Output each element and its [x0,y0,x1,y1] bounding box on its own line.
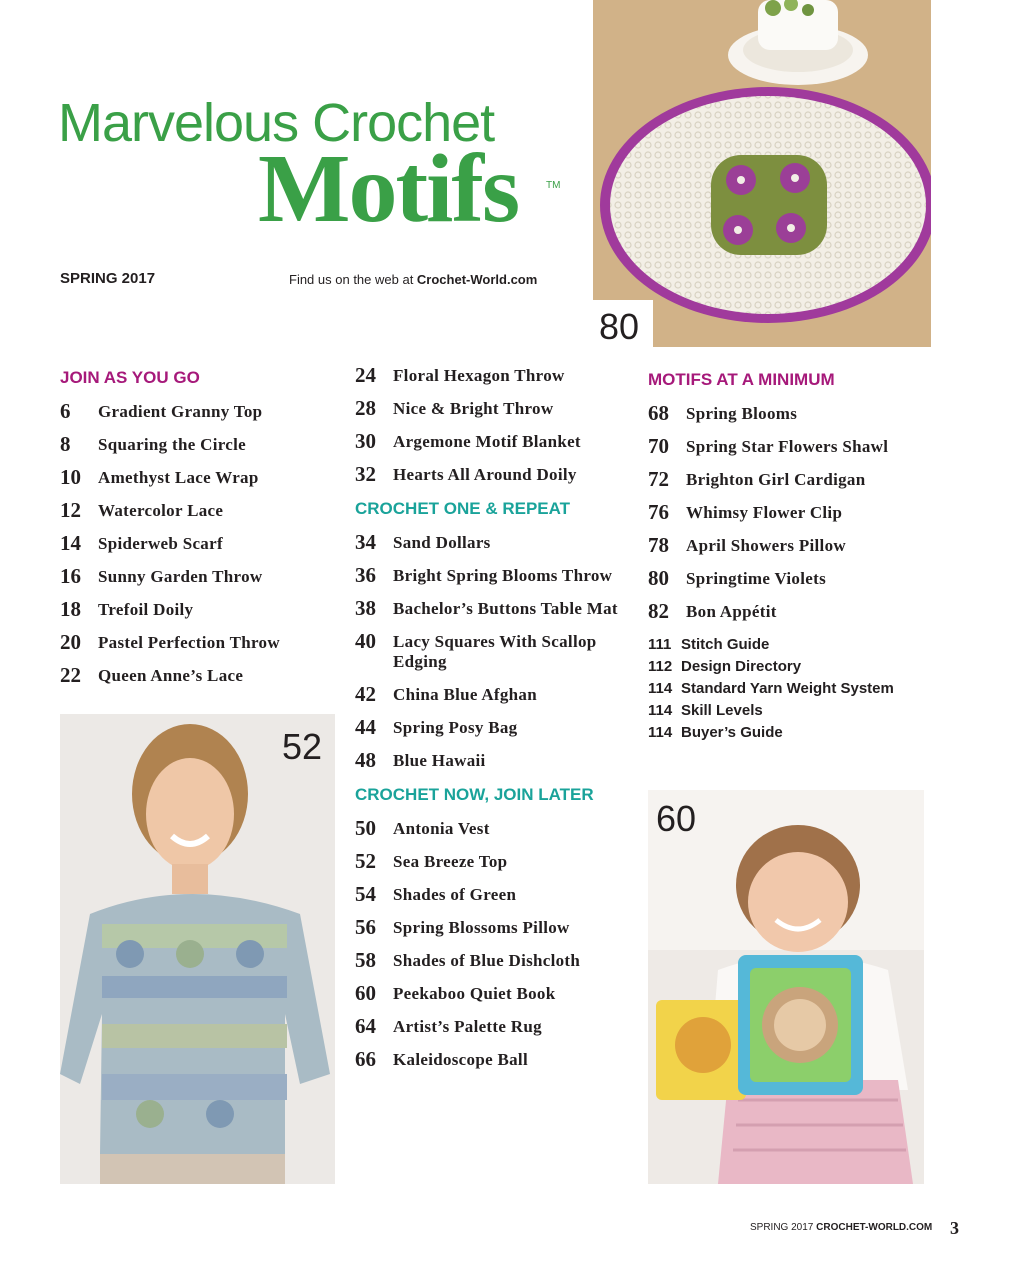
reference-entry-page: 114 [648,680,673,697]
section-heading-crochet-now-join-later: CROCHET NOW, JOIN LATER [355,785,594,804]
toddler-photo [648,790,924,1184]
toc-entry[interactable] [60,532,340,554]
toc-entry-page: 48 [355,748,376,772]
toc-entry-page: 40 [355,629,376,653]
toc-entry-page: 16 [60,564,81,588]
toc-entry-page: 72 [648,467,669,491]
trademark-mark: TM [546,180,561,191]
page-footer [750,1222,932,1233]
masthead-title-motifs: Motifs [258,135,519,243]
toc-entry[interactable] [355,397,640,419]
toc-entry-title: Shades of Blue Dishcloth [393,951,581,970]
toc-entry[interactable] [60,565,340,587]
toc-entry-page: 30 [355,429,376,453]
toc-entry-page: 82 [648,599,669,623]
web-link[interactable]: Crochet-World.com [416,272,538,287]
toc-entry-title: Squaring the Circle [98,435,247,454]
toc-entry-title: Brighton Girl Cardigan [686,470,866,489]
toc-entry-page: 60 [355,981,376,1005]
toc-entry-title: Watercolor Lace [98,501,224,520]
toc-entry-title: Lacy Squares With Scallop Edging [393,632,597,671]
toc-entry-title: Gradient Granny Top [98,402,263,421]
toc-entry[interactable] [648,534,938,556]
toc-entry[interactable] [648,501,938,523]
photo-page-number: 60 [656,798,697,839]
toc-entry-title: Artist’s Palette Rug [393,1017,542,1036]
toc-entry-page: 14 [60,531,81,555]
toc-entry[interactable] [60,433,340,455]
reference-entry[interactable] [648,658,938,675]
toc-entry[interactable] [60,400,340,422]
toc-entry-page: 58 [355,948,376,972]
toc-entry-title: Floral Hexagon Throw [393,366,565,385]
reference-entry[interactable] [648,724,938,741]
toc-entry-title: Pastel Perfection Throw [98,633,280,652]
toc-entry-title: Spring Star Flowers Shawl [686,437,889,456]
toc-entry-page: 56 [355,915,376,939]
toc-entry[interactable] [355,817,640,839]
toc-entry[interactable] [355,883,640,905]
footer-site: CROCHET-WORLD.COM [816,1222,933,1233]
web-promo-text: Find us on the web at [289,272,417,287]
toc-entry[interactable] [355,364,640,386]
toc-entry-title: Bon Appétit [686,602,777,621]
issue-date: SPRING 2017 [60,270,156,287]
reference-entry-title: Skill Levels [681,702,763,719]
toc-entry-title: Spiderweb Scarf [98,534,223,553]
toc-column-2 [355,364,640,1081]
toc-entry[interactable] [355,949,640,971]
toc-entry-title: Shades of Green [393,885,517,904]
reference-entry-page: 112 [648,658,673,675]
toc-entry-title: Peekaboo Quiet Book [393,984,556,1003]
toc-entry-title: Sand Dollars [393,533,491,552]
reference-entry-title: Standard Yarn Weight System [681,680,894,697]
toc-entry[interactable] [60,631,340,653]
toc-entry-page: 44 [355,715,376,739]
toc-entry[interactable] [355,564,640,586]
toc-entry-page: 34 [355,530,376,554]
toc-entry[interactable] [355,597,640,619]
reference-entry-title: Buyer’s Guide [681,724,783,741]
toc-entry[interactable] [648,468,938,490]
toc-entry[interactable] [60,499,340,521]
toc-entry-page: 12 [60,498,81,522]
toc-entry[interactable] [355,683,640,705]
toc-entry[interactable] [355,630,640,672]
reference-entry-page: 111 [648,636,672,653]
page-number: 3 [950,1218,959,1238]
toc-entry-title: Hearts All Around Doily [393,465,577,484]
toc-entry-page: 52 [355,849,376,873]
toc-entry-page: 8 [60,432,71,456]
toc-entry-page: 6 [60,399,71,423]
toc-entry-page: 36 [355,563,376,587]
footer-issue: SPRING 2017 [750,1222,817,1233]
toc-entry-page: 24 [355,363,376,387]
toc-entry-title: Sea Breeze Top [393,852,508,871]
toc-entry-title: Blue Hawaii [393,751,486,770]
toc-entry[interactable] [60,598,340,620]
toc-entry[interactable] [355,916,640,938]
toc-entry[interactable] [355,531,640,553]
toc-entry-page: 80 [648,566,669,590]
toc-entry-title: Spring Blossoms Pillow [393,918,570,937]
toc-entry[interactable] [355,463,640,485]
toc-entry-page: 54 [355,882,376,906]
section-heading-motifs-at-a-minimum: MOTIFS AT A MINIMUM [648,370,835,389]
toc-entry-title: Antonia Vest [393,819,490,838]
toc-entry-title: Amethyst Lace Wrap [98,468,259,487]
toc-entry-title: Springtime Violets [686,569,826,588]
toc-entry-page: 10 [60,465,81,489]
reference-entry-title: Design Directory [681,658,802,675]
toc-entry[interactable] [648,600,938,622]
toc-entry-title: Sunny Garden Throw [98,567,263,586]
toc-entry-page: 32 [355,462,376,486]
toc-entry[interactable] [648,402,938,424]
toc-entry-title: Queen Anne’s Lace [98,666,244,685]
toc-entry[interactable] [355,749,640,771]
toc-entry-page: 50 [355,816,376,840]
toc-entry-title: Bright Spring Blooms Throw [393,566,613,585]
toc-entry[interactable] [355,850,640,872]
reference-entry-title: Stitch Guide [681,636,770,653]
toc-entry-page: 64 [355,1014,376,1038]
toc-entry[interactable] [60,466,340,488]
toc-entry-title: Nice & Bright Throw [393,399,554,418]
toc-entry-title: Kaleidoscope Ball [393,1050,528,1069]
masthead-title-line1: Marvelous Crochet [58,93,495,153]
reference-entry[interactable] [648,702,938,719]
web-promo [289,272,537,287]
toc-entry[interactable] [355,430,640,452]
toc-column-3 [648,370,938,746]
toc-column-1 [60,368,340,697]
toc-entry-title: Trefoil Doily [98,600,194,619]
toc-entry[interactable] [355,1048,640,1070]
toc-entry-page: 70 [648,434,669,458]
toc-entry[interactable] [355,1015,640,1037]
toc-entry[interactable] [355,716,640,738]
toc-entry-title: China Blue Afghan [393,685,537,704]
toc-entry-page: 18 [60,597,81,621]
toc-entry-page: 78 [648,533,669,557]
model-photo [60,714,335,1184]
section-heading-join-as-you-go: JOIN AS YOU GO [60,368,200,387]
toc-entry-title: Argemone Motif Blanket [393,432,581,451]
reference-entry-page: 114 [648,702,673,719]
toc-entry-page: 66 [355,1047,376,1071]
reference-entry[interactable] [648,680,938,697]
toc-entry-page: 76 [648,500,669,524]
toc-entry-page: 28 [355,396,376,420]
toc-entry-title: Whimsy Flower Clip [686,503,843,522]
toc-entry[interactable] [60,664,340,686]
toc-entry-title: Spring Blooms [686,404,798,423]
reference-entry[interactable] [648,636,938,653]
toc-entry[interactable] [355,982,640,1004]
toc-entry-title: Bachelor’s Buttons Table Mat [393,599,618,618]
toc-entry[interactable] [648,567,938,589]
section-heading-crochet-one-repeat: CROCHET ONE & REPEAT [355,499,571,518]
toc-entry-page: 38 [355,596,376,620]
toc-entry-page: 20 [60,630,81,654]
toc-entry-page: 22 [60,663,81,687]
toc-entry[interactable] [648,435,938,457]
toc-entry-title: April Showers Pillow [686,536,846,555]
photo-page-number: 52 [282,726,323,767]
toc-entry-page: 42 [355,682,376,706]
doily-photo [593,0,931,347]
reference-entry-page: 114 [648,724,673,741]
photo-page-number: 80 [599,306,640,347]
toc-entry-page: 68 [648,401,669,425]
toc-entry-title: Spring Posy Bag [393,718,518,737]
